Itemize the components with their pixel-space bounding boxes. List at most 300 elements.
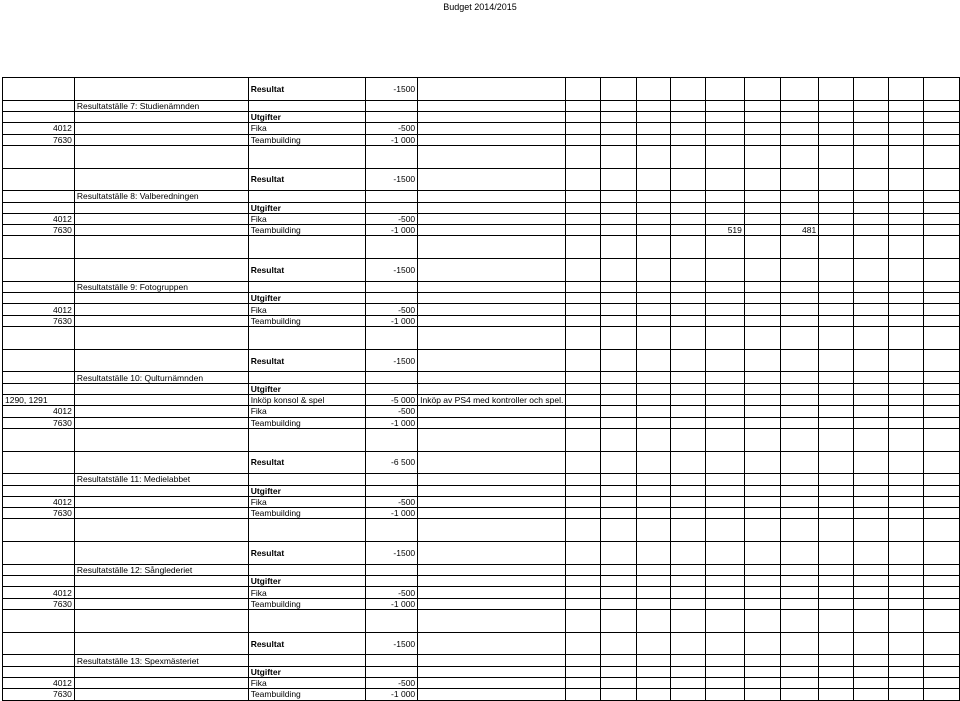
item-description[interactable]: Teambuilding: [248, 508, 365, 519]
cell[interactable]: [365, 191, 417, 202]
cell[interactable]: [601, 327, 637, 350]
cell[interactable]: [671, 677, 706, 688]
cell[interactable]: [924, 406, 960, 417]
expenses-subhead[interactable]: Utgifter: [248, 383, 365, 394]
cell[interactable]: [3, 111, 75, 122]
cell[interactable]: [854, 168, 889, 191]
cell[interactable]: [74, 327, 248, 350]
cell[interactable]: [566, 564, 601, 575]
cell[interactable]: [74, 349, 248, 372]
cell[interactable]: [637, 519, 671, 542]
result-label[interactable]: Resultat: [248, 259, 365, 282]
cell[interactable]: [781, 406, 819, 417]
cell[interactable]: [854, 202, 889, 213]
cell[interactable]: [671, 451, 706, 474]
cell[interactable]: [889, 236, 924, 259]
cell[interactable]: [889, 428, 924, 451]
item-amount[interactable]: -500: [365, 496, 417, 507]
cell[interactable]: [819, 202, 854, 213]
cell[interactable]: [706, 191, 745, 202]
result-value[interactable]: -1500: [365, 349, 417, 372]
cell[interactable]: [3, 383, 75, 394]
cell[interactable]: [601, 259, 637, 282]
cell[interactable]: [819, 677, 854, 688]
cell[interactable]: [819, 134, 854, 145]
item-amount[interactable]: -500: [365, 304, 417, 315]
cell[interactable]: [601, 236, 637, 259]
cell[interactable]: [601, 304, 637, 315]
cell[interactable]: [248, 191, 365, 202]
cell[interactable]: [744, 428, 781, 451]
cell[interactable]: [418, 281, 566, 292]
cell[interactable]: [924, 191, 960, 202]
cell[interactable]: [819, 78, 854, 101]
cell[interactable]: [601, 78, 637, 101]
cell[interactable]: [854, 315, 889, 326]
cell[interactable]: [74, 259, 248, 282]
cell[interactable]: [744, 474, 781, 485]
cell[interactable]: [74, 689, 248, 700]
cell[interactable]: [924, 349, 960, 372]
cell[interactable]: [74, 451, 248, 474]
cell[interactable]: [819, 191, 854, 202]
cell[interactable]: [3, 474, 75, 485]
cell[interactable]: [365, 327, 417, 350]
cell[interactable]: [671, 666, 706, 677]
cell[interactable]: [671, 598, 706, 609]
cell[interactable]: [74, 519, 248, 542]
cell[interactable]: [3, 259, 75, 282]
cell[interactable]: [3, 327, 75, 350]
cell[interactable]: [601, 145, 637, 168]
cell[interactable]: [637, 281, 671, 292]
cell[interactable]: [74, 587, 248, 598]
cell[interactable]: [854, 576, 889, 587]
cell[interactable]: [671, 202, 706, 213]
cell[interactable]: [819, 496, 854, 507]
cell[interactable]: [706, 451, 745, 474]
cell[interactable]: [671, 225, 706, 236]
account-number[interactable]: 7630: [3, 689, 75, 700]
cell[interactable]: [74, 632, 248, 655]
item-amount[interactable]: -1 000: [365, 134, 417, 145]
cell[interactable]: [601, 485, 637, 496]
cell[interactable]: [637, 406, 671, 417]
cell[interactable]: [854, 134, 889, 145]
cell[interactable]: [819, 100, 854, 111]
cell[interactable]: [637, 564, 671, 575]
cell[interactable]: [3, 145, 75, 168]
cell[interactable]: [671, 111, 706, 122]
cell[interactable]: [706, 213, 745, 224]
cell[interactable]: [601, 508, 637, 519]
expenses-subhead[interactable]: Utgifter: [248, 202, 365, 213]
cell[interactable]: [781, 598, 819, 609]
cell[interactable]: [819, 451, 854, 474]
cell[interactable]: [924, 327, 960, 350]
cell[interactable]: [418, 689, 566, 700]
expenses-subhead[interactable]: Utgifter: [248, 293, 365, 304]
cell[interactable]: [924, 508, 960, 519]
cell[interactable]: [365, 111, 417, 122]
cell[interactable]: [74, 485, 248, 496]
cell[interactable]: [3, 632, 75, 655]
cell[interactable]: [854, 519, 889, 542]
cell[interactable]: [601, 213, 637, 224]
cell[interactable]: [418, 349, 566, 372]
item-description[interactable]: Fika: [248, 123, 365, 134]
cell[interactable]: [819, 519, 854, 542]
cell[interactable]: [706, 666, 745, 677]
cell[interactable]: [781, 293, 819, 304]
cell[interactable]: [924, 542, 960, 565]
cell[interactable]: [3, 78, 75, 101]
cell[interactable]: [637, 78, 671, 101]
cell[interactable]: [601, 677, 637, 688]
cell[interactable]: [854, 655, 889, 666]
cell[interactable]: [744, 372, 781, 383]
cell[interactable]: [566, 496, 601, 507]
cell[interactable]: [3, 542, 75, 565]
cell[interactable]: [418, 576, 566, 587]
result-value[interactable]: -6 500: [365, 451, 417, 474]
cell[interactable]: [819, 632, 854, 655]
cell[interactable]: [706, 349, 745, 372]
cell[interactable]: [74, 225, 248, 236]
cell[interactable]: [781, 474, 819, 485]
item-amount[interactable]: -1 000: [365, 225, 417, 236]
cell[interactable]: [781, 632, 819, 655]
cell[interactable]: [74, 304, 248, 315]
cell[interactable]: [566, 677, 601, 688]
cell[interactable]: [819, 327, 854, 350]
cell[interactable]: [781, 372, 819, 383]
cell[interactable]: [924, 111, 960, 122]
cell[interactable]: [3, 485, 75, 496]
cell[interactable]: [889, 451, 924, 474]
cell[interactable]: [889, 542, 924, 565]
cell[interactable]: [671, 327, 706, 350]
cell[interactable]: [637, 587, 671, 598]
cell[interactable]: [924, 485, 960, 496]
cell[interactable]: [248, 428, 365, 451]
cell[interactable]: [637, 609, 671, 632]
cell[interactable]: [854, 609, 889, 632]
cell[interactable]: [365, 564, 417, 575]
cell[interactable]: [601, 666, 637, 677]
cell[interactable]: [706, 508, 745, 519]
extra-value[interactable]: 481: [781, 225, 819, 236]
item-amount[interactable]: -500: [365, 677, 417, 688]
cell[interactable]: [418, 406, 566, 417]
cell[interactable]: [744, 496, 781, 507]
cell[interactable]: [601, 123, 637, 134]
cell[interactable]: [889, 168, 924, 191]
cell[interactable]: [924, 394, 960, 405]
cell[interactable]: [74, 293, 248, 304]
cell[interactable]: [889, 372, 924, 383]
cell[interactable]: [744, 145, 781, 168]
cell[interactable]: [365, 293, 417, 304]
cell[interactable]: [601, 564, 637, 575]
item-description[interactable]: Teambuilding: [248, 315, 365, 326]
cell[interactable]: [924, 417, 960, 428]
cell[interactable]: [74, 496, 248, 507]
cell[interactable]: [418, 519, 566, 542]
cell[interactable]: [418, 225, 566, 236]
cell[interactable]: [819, 564, 854, 575]
cell[interactable]: [854, 327, 889, 350]
cell[interactable]: [819, 587, 854, 598]
cell[interactable]: [671, 134, 706, 145]
cell[interactable]: [418, 666, 566, 677]
cell[interactable]: [74, 598, 248, 609]
result-value[interactable]: -1500: [365, 632, 417, 655]
cell[interactable]: [819, 598, 854, 609]
cell[interactable]: [671, 485, 706, 496]
result-label[interactable]: Resultat: [248, 349, 365, 372]
cell[interactable]: [637, 655, 671, 666]
cell[interactable]: [418, 542, 566, 565]
cell[interactable]: [889, 417, 924, 428]
item-description[interactable]: Teambuilding: [248, 225, 365, 236]
cell[interactable]: [854, 598, 889, 609]
cell[interactable]: [671, 609, 706, 632]
cell[interactable]: [889, 394, 924, 405]
cell[interactable]: [744, 213, 781, 224]
cell[interactable]: [566, 293, 601, 304]
cell[interactable]: [781, 428, 819, 451]
cell[interactable]: [781, 451, 819, 474]
cell[interactable]: [566, 655, 601, 666]
cell[interactable]: [566, 349, 601, 372]
item-amount[interactable]: -1 000: [365, 417, 417, 428]
cell[interactable]: [889, 100, 924, 111]
section-title[interactable]: Resultatställe 11: Medielabbet: [74, 474, 248, 485]
cell[interactable]: [566, 689, 601, 700]
cell[interactable]: [744, 315, 781, 326]
cell[interactable]: [248, 100, 365, 111]
cell[interactable]: [566, 542, 601, 565]
cell[interactable]: [566, 474, 601, 485]
item-amount[interactable]: -1 000: [365, 315, 417, 326]
cell[interactable]: [854, 123, 889, 134]
cell[interactable]: [601, 496, 637, 507]
cell[interactable]: [819, 655, 854, 666]
cell[interactable]: [889, 78, 924, 101]
cell[interactable]: [706, 78, 745, 101]
cell[interactable]: [781, 349, 819, 372]
cell[interactable]: [637, 134, 671, 145]
cell[interactable]: [637, 632, 671, 655]
cell[interactable]: [566, 304, 601, 315]
item-amount[interactable]: -5 000: [365, 394, 417, 405]
cell[interactable]: [671, 168, 706, 191]
cell[interactable]: [671, 542, 706, 565]
cell[interactable]: [744, 542, 781, 565]
cell[interactable]: [854, 474, 889, 485]
cell[interactable]: [854, 191, 889, 202]
cell[interactable]: [854, 406, 889, 417]
cell[interactable]: [706, 677, 745, 688]
cell[interactable]: [671, 383, 706, 394]
cell[interactable]: [819, 111, 854, 122]
cell[interactable]: [601, 281, 637, 292]
cell[interactable]: [924, 213, 960, 224]
cell[interactable]: [924, 666, 960, 677]
cell[interactable]: [566, 519, 601, 542]
cell[interactable]: [671, 191, 706, 202]
cell[interactable]: [924, 259, 960, 282]
cell[interactable]: [744, 417, 781, 428]
cell[interactable]: [637, 315, 671, 326]
cell[interactable]: [74, 123, 248, 134]
cell[interactable]: [248, 327, 365, 350]
cell[interactable]: [781, 542, 819, 565]
cell[interactable]: [744, 259, 781, 282]
cell[interactable]: [637, 689, 671, 700]
extra-value[interactable]: 519: [706, 225, 745, 236]
cell[interactable]: [418, 451, 566, 474]
cell[interactable]: [566, 168, 601, 191]
cell[interactable]: [637, 383, 671, 394]
cell[interactable]: [671, 587, 706, 598]
cell[interactable]: [706, 327, 745, 350]
cell[interactable]: [365, 576, 417, 587]
cell[interactable]: [566, 666, 601, 677]
cell[interactable]: [566, 372, 601, 383]
cell[interactable]: [566, 485, 601, 496]
cell[interactable]: [924, 451, 960, 474]
cell[interactable]: [671, 508, 706, 519]
cell[interactable]: [744, 406, 781, 417]
cell[interactable]: [744, 78, 781, 101]
cell[interactable]: [924, 519, 960, 542]
cell[interactable]: [418, 496, 566, 507]
cell[interactable]: [3, 191, 75, 202]
cell[interactable]: [74, 213, 248, 224]
cell[interactable]: [924, 677, 960, 688]
result-value[interactable]: -1500: [365, 78, 417, 101]
cell[interactable]: [819, 168, 854, 191]
cell[interactable]: [637, 542, 671, 565]
cell[interactable]: [637, 213, 671, 224]
cell[interactable]: [744, 327, 781, 350]
cell[interactable]: [706, 134, 745, 145]
cell[interactable]: [706, 542, 745, 565]
cell[interactable]: [744, 293, 781, 304]
cell[interactable]: [248, 609, 365, 632]
cell[interactable]: [601, 315, 637, 326]
cell[interactable]: [566, 145, 601, 168]
cell[interactable]: [601, 542, 637, 565]
cell[interactable]: [601, 632, 637, 655]
cell[interactable]: [418, 372, 566, 383]
cell[interactable]: [924, 564, 960, 575]
cell[interactable]: [637, 417, 671, 428]
cell[interactable]: [365, 372, 417, 383]
section-title[interactable]: Resultatställe 7: Studienämnden: [74, 100, 248, 111]
item-description[interactable]: Inköp konsol & spel: [248, 394, 365, 405]
cell[interactable]: [566, 281, 601, 292]
cell[interactable]: [819, 123, 854, 134]
cell[interactable]: [781, 78, 819, 101]
cell[interactable]: [418, 293, 566, 304]
cell[interactable]: [74, 168, 248, 191]
cell[interactable]: [74, 134, 248, 145]
cell[interactable]: [637, 474, 671, 485]
cell[interactable]: [601, 609, 637, 632]
cell[interactable]: [418, 168, 566, 191]
cell[interactable]: [781, 655, 819, 666]
cell[interactable]: [744, 587, 781, 598]
cell[interactable]: [924, 655, 960, 666]
cell[interactable]: [671, 236, 706, 259]
cell[interactable]: [706, 123, 745, 134]
cell[interactable]: [819, 213, 854, 224]
section-title[interactable]: Resultatställe 13: Spexmästeriet: [74, 655, 248, 666]
cell[interactable]: [637, 225, 671, 236]
cell[interactable]: [781, 111, 819, 122]
account-number[interactable]: 7630: [3, 225, 75, 236]
cell[interactable]: [671, 100, 706, 111]
account-number[interactable]: 7630: [3, 417, 75, 428]
cell[interactable]: [3, 281, 75, 292]
cell[interactable]: [637, 111, 671, 122]
cell[interactable]: [3, 293, 75, 304]
cell[interactable]: [365, 519, 417, 542]
cell[interactable]: [924, 168, 960, 191]
cell[interactable]: [671, 315, 706, 326]
cell[interactable]: [637, 677, 671, 688]
cell[interactable]: [819, 609, 854, 632]
cell[interactable]: [889, 609, 924, 632]
cell[interactable]: [889, 587, 924, 598]
cell[interactable]: [781, 259, 819, 282]
cell[interactable]: [637, 100, 671, 111]
cell[interactable]: [889, 111, 924, 122]
cell[interactable]: [744, 383, 781, 394]
cell[interactable]: [819, 394, 854, 405]
cell[interactable]: [924, 236, 960, 259]
cell[interactable]: [924, 496, 960, 507]
cell[interactable]: [706, 564, 745, 575]
cell[interactable]: [637, 394, 671, 405]
cell[interactable]: [854, 383, 889, 394]
cell[interactable]: [671, 406, 706, 417]
cell[interactable]: [671, 564, 706, 575]
cell[interactable]: [637, 428, 671, 451]
item-description[interactable]: Teambuilding: [248, 417, 365, 428]
expenses-subhead[interactable]: Utgifter: [248, 111, 365, 122]
cell[interactable]: [671, 428, 706, 451]
cell[interactable]: [781, 123, 819, 134]
cell[interactable]: [706, 145, 745, 168]
cell[interactable]: [637, 191, 671, 202]
cell[interactable]: [637, 202, 671, 213]
item-amount[interactable]: -1 000: [365, 598, 417, 609]
cell[interactable]: [418, 111, 566, 122]
cell[interactable]: [819, 304, 854, 315]
cell[interactable]: [706, 417, 745, 428]
cell[interactable]: [924, 609, 960, 632]
cell[interactable]: [365, 202, 417, 213]
cell[interactable]: [418, 191, 566, 202]
cell[interactable]: [365, 236, 417, 259]
cell[interactable]: [889, 225, 924, 236]
cell[interactable]: [924, 587, 960, 598]
cell[interactable]: [365, 474, 417, 485]
